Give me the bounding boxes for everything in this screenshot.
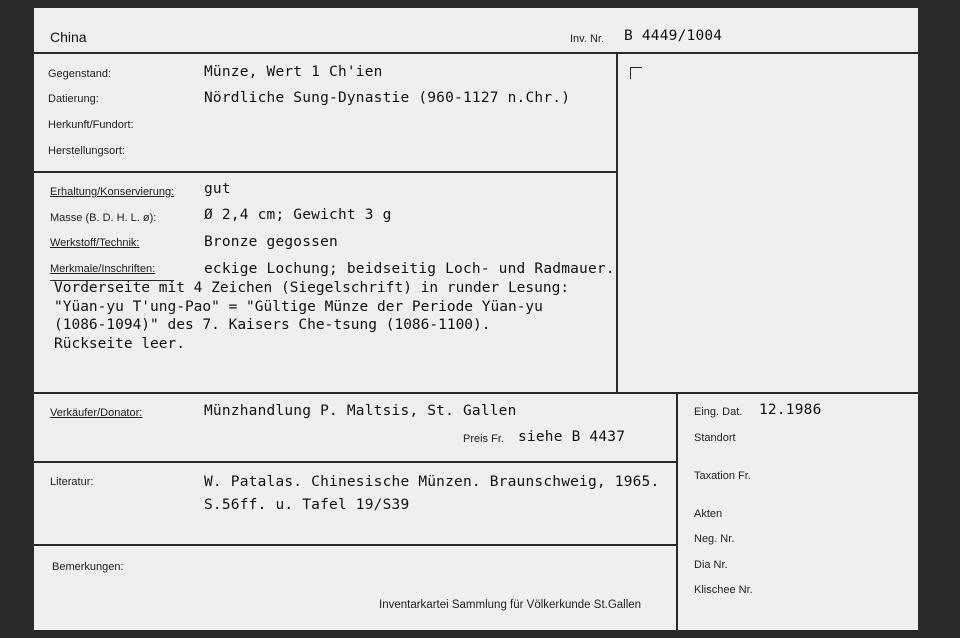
label-herkunft: Herkunft/Fundort: <box>48 119 134 131</box>
corner-mark <box>630 67 631 79</box>
catalog-card <box>34 8 918 630</box>
divider <box>34 461 678 463</box>
inv-number: B 4449/1004 <box>624 28 723 44</box>
label-masse: Masse (B. D. H. L. ø): <box>50 212 157 224</box>
label-klischee: Klischee Nr. <box>694 584 753 596</box>
label-verkaeufer: Verkäufer/Donator: <box>50 407 143 419</box>
value-datierung: Nördliche Sung-Dynastie (960-1127 n.Chr.) <box>204 90 571 106</box>
divider <box>616 54 618 394</box>
divider <box>34 171 618 173</box>
label-literatur: Literatur: <box>50 476 94 488</box>
inscription-line: (1086-1094)" des 7. Kaisers Che-tsung (1086-1100). <box>54 317 491 333</box>
label-preis: Preis Fr. <box>463 433 504 445</box>
label-bemerkungen: Bemerkungen: <box>52 561 124 573</box>
inscription-line: Vorderseite mit 4 Zeichen (Siegelschrift) in runder Lesung: <box>54 280 570 296</box>
literature-line2: S.56ff. u. Tafel 19/S39 <box>204 497 410 513</box>
value-werkstoff: Bronze gegossen <box>204 234 338 250</box>
label-merkmale: Merkmale/Inschriften: <box>50 263 156 275</box>
value-masse: Ø 2,4 cm; Gewicht 3 g <box>204 207 392 223</box>
inscription-text <box>54 279 569 353</box>
label-neg: Neg. Nr. <box>694 533 735 545</box>
divider <box>34 392 918 394</box>
label-eing-dat: Eing. Dat. <box>694 406 743 418</box>
divider <box>34 544 678 546</box>
inscription-line: "Yüan-yu T'ung-Pao" = "Gültige Münze der Periode Yüan-yu <box>54 298 543 315</box>
label-gegenstand: Gegenstand: <box>48 68 111 80</box>
label-werkstoff: Werkstoff/Technik: <box>50 237 140 249</box>
corner-mark <box>630 67 642 68</box>
country: China <box>50 29 87 45</box>
label-dia: Dia Nr. <box>694 559 728 571</box>
value-eing-dat: 12.1986 <box>759 402 822 418</box>
label-taxation: Taxation Fr. <box>694 470 751 482</box>
label-datierung: Datierung: <box>48 93 99 105</box>
divider <box>676 394 678 630</box>
literature-line1: W. Patalas. Chinesische Münzen. Braunschweig, 1965. <box>204 474 660 490</box>
label-herstellungsort: Herstellungsort: <box>48 145 126 157</box>
label-akten: Akten <box>694 508 723 520</box>
value-gegenstand: Münze, Wert 1 Ch'ien <box>204 64 383 80</box>
value-merkmale: eckige Lochung; beidseitig Loch- und Radmauer. <box>204 261 615 277</box>
value-verkaeufer: Münzhandlung P. Maltsis, St. Gallen <box>204 403 517 419</box>
divider <box>34 52 918 54</box>
inv-label: Inv. Nr. <box>570 33 605 45</box>
label-erhaltung: Erhaltung/Konservierung: <box>50 186 175 198</box>
label-standort: Standort <box>694 432 736 444</box>
inscription-line: Rückseite leer. <box>54 335 185 352</box>
value-erhaltung: gut <box>204 181 231 197</box>
value-preis: siehe B 4437 <box>518 429 626 445</box>
footer-text: Inventarkartei Sammlung für Völkerkunde St.Gallen <box>379 599 642 611</box>
